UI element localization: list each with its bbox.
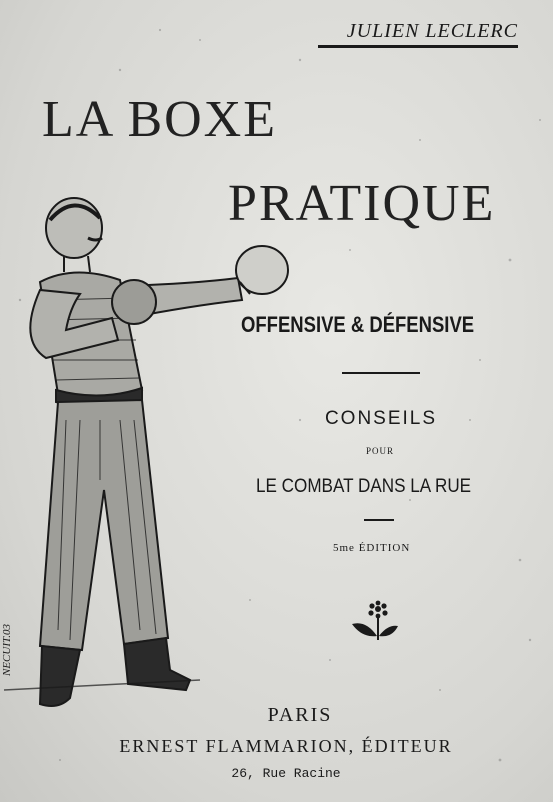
artist-signature (0, 580, 14, 680)
divider-rule (342, 372, 420, 374)
publisher-address: 26, Rue Racine (231, 766, 341, 781)
subtitle: OFFENSIVE & DÉFENSIVE (241, 312, 475, 337)
conseils-heading: CONSEILS (324, 408, 438, 429)
title-line-2: PRATIQUE (228, 175, 496, 232)
boxer-illustration-icon (0, 190, 300, 730)
author-name: JULIEN LECLERC (318, 20, 518, 48)
combat-heading: LE COMBAT DANS LA RUE (256, 476, 472, 497)
short-divider-rule (364, 519, 394, 521)
title-line-1: LA BOXE (42, 91, 277, 148)
publisher-name: ERNEST FLAMMARION, ÉDITEUR (119, 736, 453, 756)
svg-text:NECUIT.03: NECUIT.03 (1, 623, 13, 676)
publication-city: PARIS (267, 704, 333, 726)
edition-label: 5me ÉDITION (333, 542, 411, 554)
flower-ornament-icon (350, 600, 400, 646)
pour-label: POUR (365, 446, 394, 456)
